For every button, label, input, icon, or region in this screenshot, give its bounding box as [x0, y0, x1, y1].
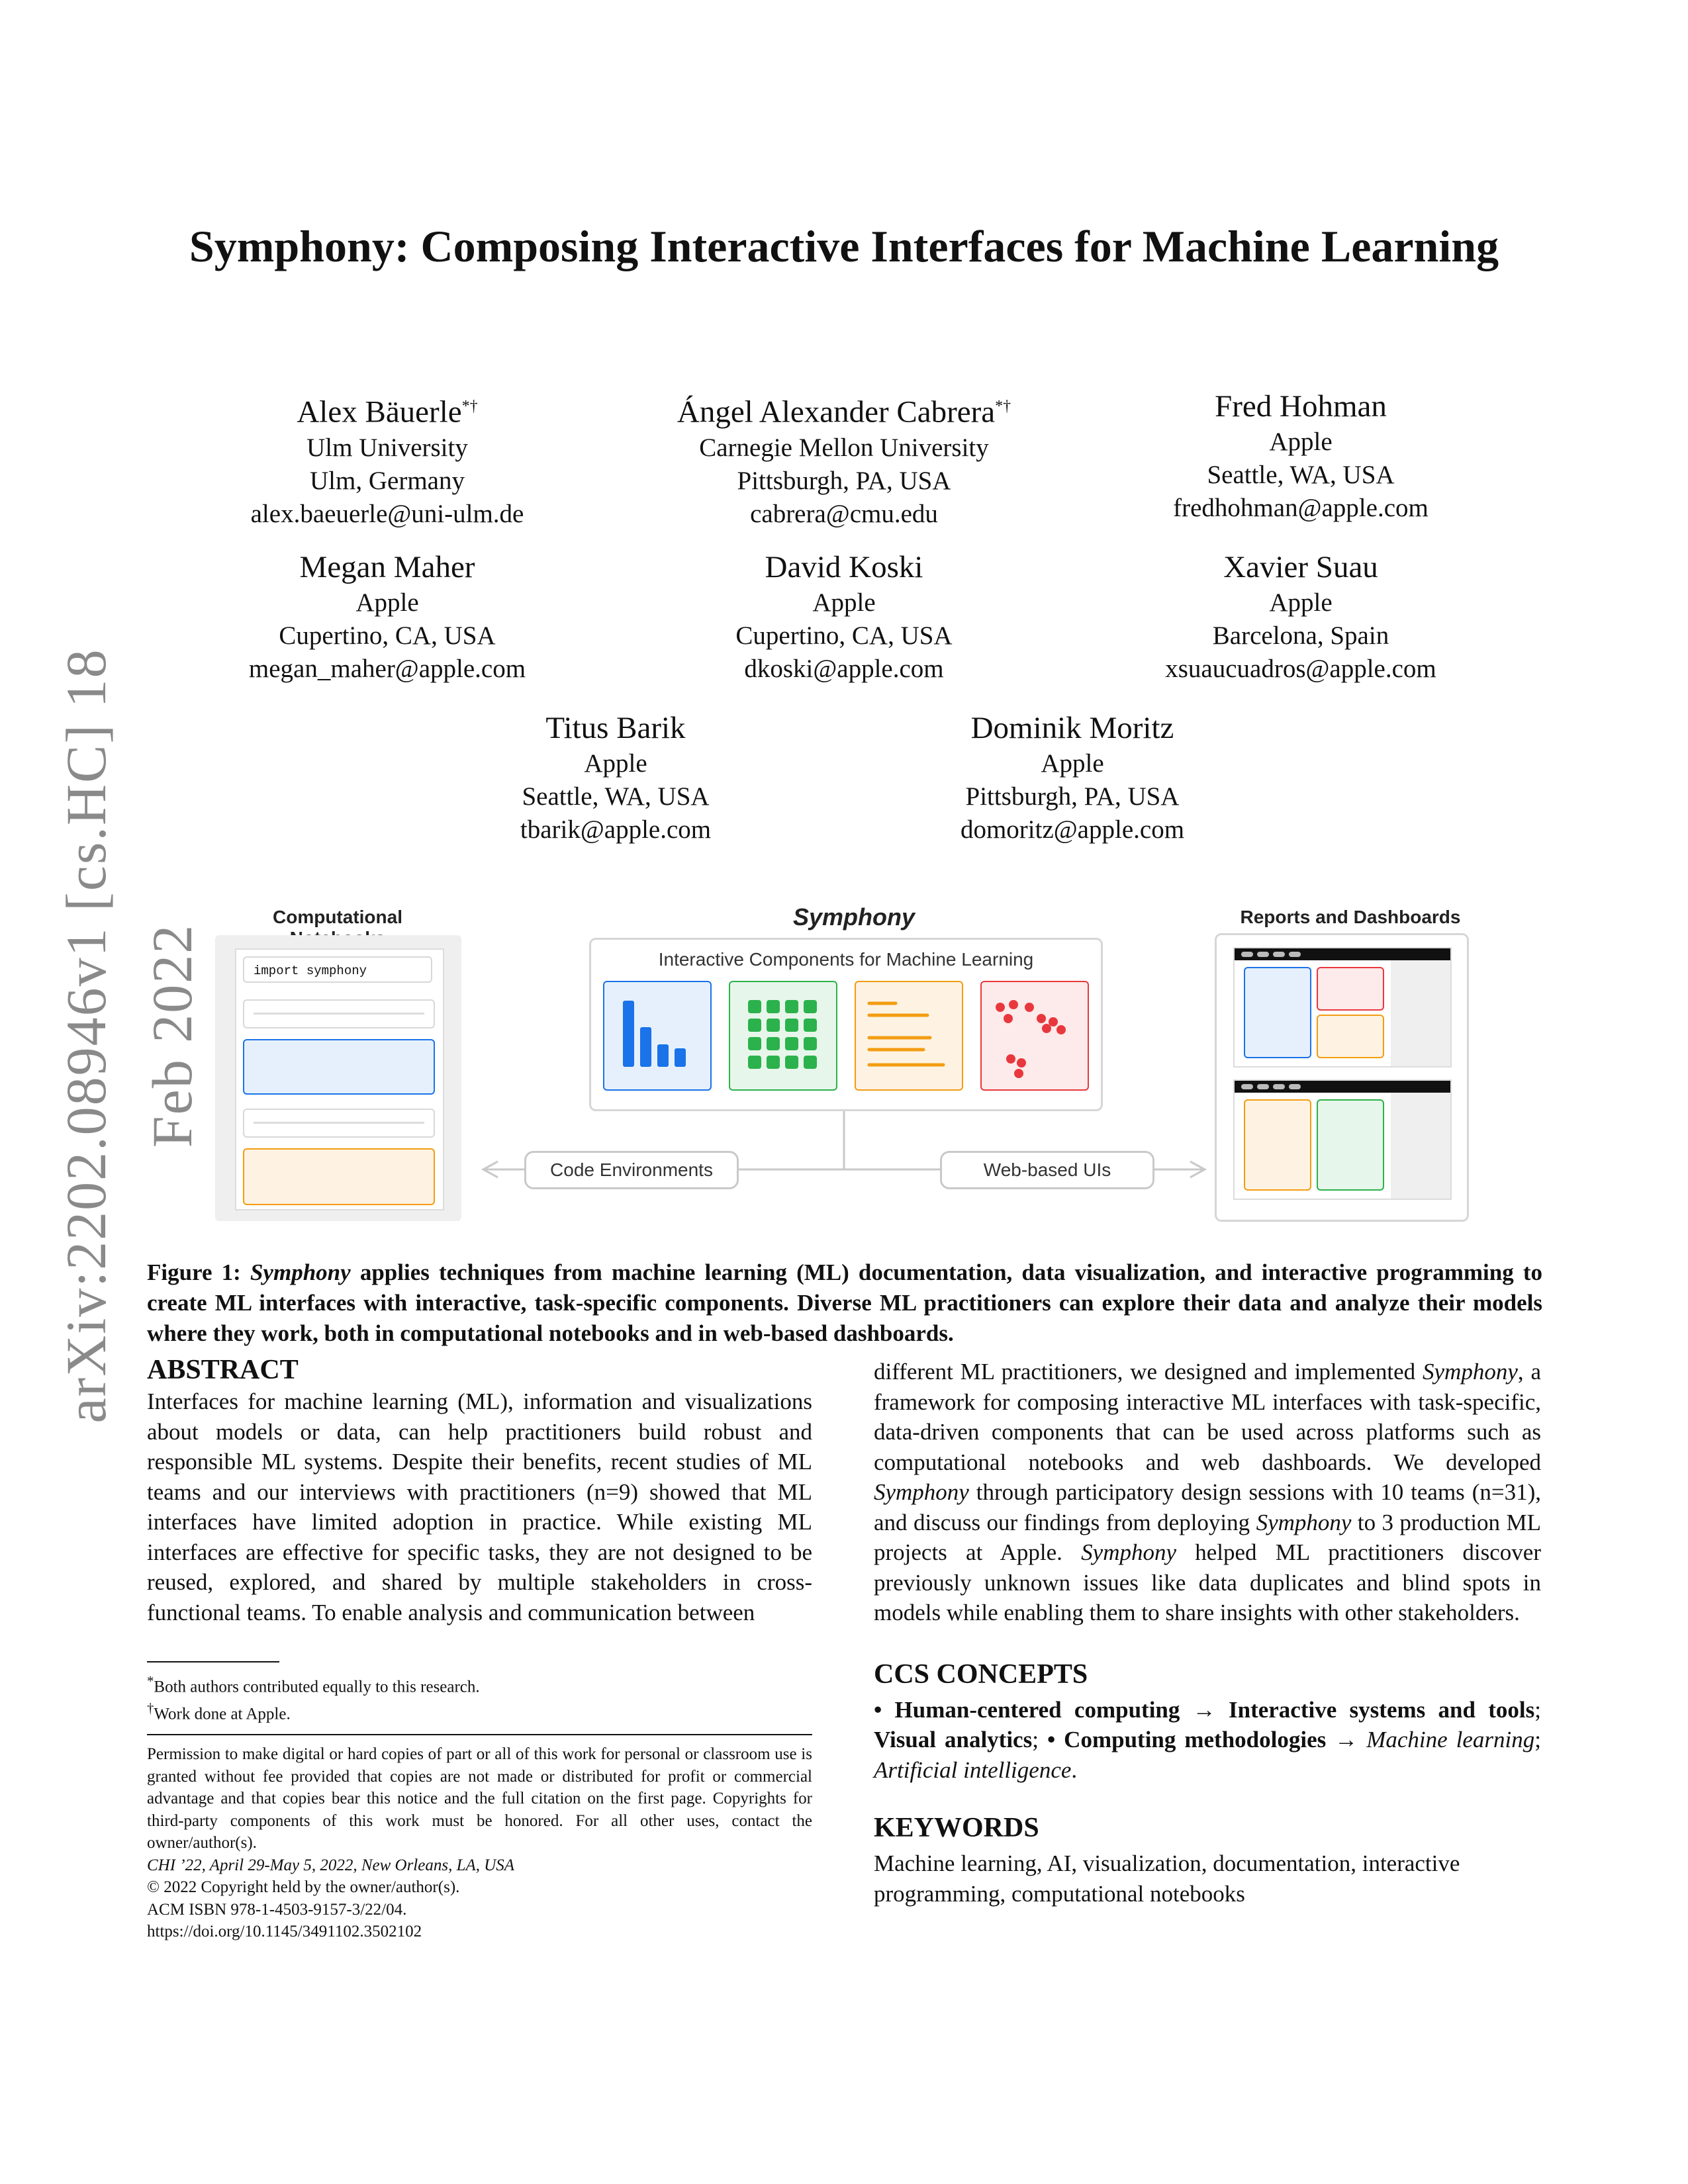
footnotes: *Both authors contributed equally to this research. †Work done at Apple. — [147, 1661, 812, 1725]
author-name: Fred Hohman — [1215, 389, 1387, 424]
symphony-heading: Symphony — [792, 903, 915, 931]
author-location: Seattle, WA, USA — [522, 782, 710, 811]
grid-component — [729, 981, 837, 1091]
author-location: Seattle, WA, USA — [1207, 461, 1395, 489]
figure-1 — [212, 897, 1476, 1234]
notebook-page — [235, 948, 444, 1210]
notebook-panel — [215, 935, 461, 1221]
author-affiliation: Apple — [355, 588, 419, 617]
author-affiliation: Apple — [1269, 588, 1333, 617]
author-affiliation: Apple — [1041, 749, 1104, 778]
ccs-heading: CCS CONCEPTS — [874, 1659, 1088, 1690]
caption-label: Figure 1: — [147, 1259, 241, 1285]
author-location: Ulm, Germany — [310, 466, 465, 495]
author-name: David Koski — [765, 550, 923, 584]
author-email[interactable]: domoritz@apple.com — [960, 815, 1185, 844]
isbn: ACM ISBN 978-1-4503-9157-3/22/04. — [147, 1900, 407, 1919]
author-affiliation: Apple — [1269, 428, 1333, 456]
author-block — [841, 709, 1304, 846]
author-name: Ángel Alexander Cabrera — [677, 394, 996, 430]
text-lines-icon — [856, 982, 962, 1089]
arxiv-identifier: arXiv:2202.08946v1 [cs.HC] 18 Feb 2022 — [54, 648, 204, 1424]
author-name: Dominik Moritz — [970, 711, 1174, 745]
dashboards-heading: Reports and Dashboards — [1240, 907, 1461, 927]
grid-icon — [730, 982, 836, 1089]
author-email[interactable]: dkoski@apple.com — [744, 655, 944, 683]
bar-chart-icon — [604, 982, 710, 1089]
author-location: Cupertino, CA, USA — [735, 621, 953, 650]
author-affiliation: Carnegie Mellon University — [699, 433, 989, 462]
footnote-apple: Work done at Apple. — [154, 1705, 291, 1723]
dashboard-window — [1233, 1079, 1452, 1200]
paper-title: Symphony: Composing Interactive Interfaces for Machine Learning — [189, 221, 1499, 271]
author-block — [156, 387, 619, 531]
author-location: Cupertino, CA, USA — [279, 621, 496, 650]
author-block — [384, 709, 847, 846]
author-email[interactable]: cabrera@cmu.edu — [750, 499, 938, 528]
author-location: Barcelona, Spain — [1212, 621, 1389, 650]
components-label: Interactive Components for Machine Learning — [658, 949, 1034, 970]
author-marks: *† — [995, 398, 1011, 415]
permission-text: Permission to make digital or hard copies of part or all of this work for personal or classroom use is granted without fee provided that copies are not made or distributed for profit or commercial advantage and that copies bear this notice and the full citation on the first page. Copyrights for third-party components of this work must be honored. For all other uses, contact the owner/author(s). — [147, 1745, 812, 1852]
text-component — [855, 981, 963, 1091]
dashboard-window — [1233, 947, 1452, 1068]
window-titlebar — [1235, 1081, 1450, 1093]
author-block — [1069, 387, 1532, 525]
author-block — [612, 548, 1076, 686]
notebook-output-blue — [243, 1039, 435, 1095]
dashboard-panel — [1215, 933, 1469, 1222]
venue: CHI ’22, April 29-May 5, 2022, New Orleans, LA, USA — [147, 1856, 515, 1874]
notebook-output-orange — [243, 1148, 435, 1205]
notebook-cell — [243, 1109, 435, 1138]
window-titlebar — [1235, 948, 1450, 960]
abstract-text-left: Interfaces for machine learning (ML), information and visualizations about models or data, can help practitioners build robust and responsible ML systems. Despite their benefits, recent studies of ML teams and our interviews with practitioners (n=9) showed that ML interfaces have limited adoption in practice. While existing ML interfaces are effective for specific tasks, they are not designed to be reused, explored, and shared by multiple stakeholders in cross-functional teams. To enable analysis and communication between — [147, 1388, 812, 1625]
author-location: Pittsburgh, PA, USA — [737, 466, 951, 495]
caption-text: applies techniques from machine learning (ML) documentation, data visualization, and interactive programming to create ML interfaces with interactive, task-specific components. Diverse ML practitioners can explore their data and analyze their models where they work, both in computational notebooks and in web-based dashboards. — [147, 1259, 1543, 1346]
ccs-concepts: • Human-centered computing → Interactive systems and tools; Visual analytics; • Computing methodologies → Machine learning; Artificial intelligence. — [874, 1696, 1542, 1783]
author-email[interactable]: xsuaucuadros@apple.com — [1165, 655, 1436, 683]
copyright: © 2022 Copyright held by the owner/author(s). — [147, 1878, 460, 1896]
author-name: Alex Bäuerle — [297, 394, 462, 430]
permission-block — [147, 1734, 812, 1943]
components-box — [589, 938, 1103, 1111]
author-block — [1069, 548, 1532, 686]
author-name: Xavier Suau — [1223, 550, 1378, 584]
author-email[interactable]: alex.baeuerle@uni-ulm.de — [250, 499, 524, 528]
author-email[interactable]: tbarik@apple.com — [520, 815, 712, 844]
author-email[interactable]: fredhohman@apple.com — [1173, 494, 1429, 522]
abstract-section — [147, 1353, 812, 1627]
author-name: Megan Maher — [299, 550, 475, 584]
notebook-cell — [243, 999, 435, 1028]
abstract-text-right: different ML practitioners, we designed and implemented Symphony, a framework for composing interactive ML interfaces with task-specific, data-driven components that can be used across platforms such as computational notebooks and web dashboards. We developed Symphony through participatory design sessions with 10 teams (n=31), and discuss our findings from deploying Symphony to 3 production ML projects at Apple. Symphony helped ML practitioners discover previously unknown issues like data duplicates and blind spots in models while enabling them to share insights with other stakeholders. — [874, 1359, 1542, 1625]
author-block — [156, 548, 619, 686]
author-location: Pittsburgh, PA, USA — [965, 782, 1180, 811]
figure-caption — [147, 1257, 1542, 1349]
author-name: Titus Barik — [545, 711, 686, 745]
keywords-heading: KEYWORDS — [874, 1813, 1039, 1843]
right-column — [874, 1357, 1541, 1909]
keywords-text: Machine learning, AI, visualization, documentation, interactive programming, computational notebooks — [874, 1850, 1460, 1907]
author-affiliation: Apple — [584, 749, 647, 778]
author-affiliation: Apple — [812, 588, 876, 617]
doi-link[interactable]: https://doi.org/10.1145/3491102.3502102 — [147, 1923, 422, 1940]
footnote-equal: Both authors contributed equally to this research. — [154, 1678, 480, 1696]
code-environments-pill: Code Environments — [524, 1151, 739, 1189]
author-affiliation: Ulm University — [306, 433, 468, 462]
scatter-component — [980, 981, 1089, 1091]
caption-name: Symphony — [250, 1259, 351, 1285]
abstract-heading: ABSTRACT — [147, 1355, 299, 1385]
notebooks-heading: Computational — [273, 907, 402, 927]
author-email[interactable]: megan_maher@apple.com — [248, 655, 526, 683]
author-marks: *† — [461, 398, 478, 415]
bar-chart-component — [603, 981, 712, 1091]
web-ui-pill: Web-based UIs — [940, 1151, 1154, 1189]
scatter-icon — [982, 982, 1088, 1089]
code-cell: import symphony — [243, 956, 432, 983]
author-block — [612, 387, 1076, 531]
